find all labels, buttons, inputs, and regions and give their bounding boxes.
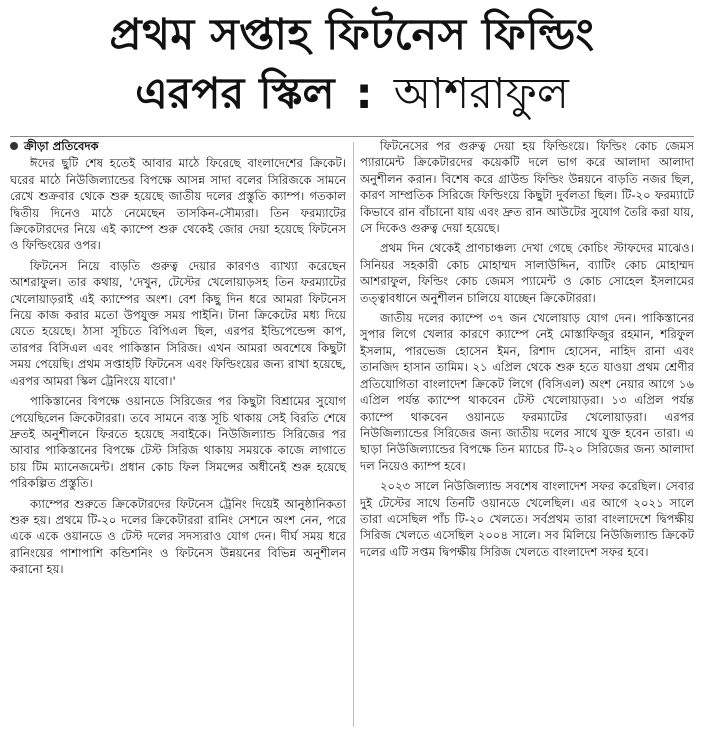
- left-paragraph-4: ক্যাম্পের শুরুতে ক্রিকেটারদের ফিটনেস ট্রেনিং দিয়েই আনুষ্ঠানিকতা শুরু হয়। প্রথমে টি-২০ দলের ক্রিকেটাররা রানিং সেশনে অংশ নেন, পরে একে একে ওয়ানডে ও টেস্ট দলের সদস্যরাও যোগ দেন। দীর্ঘ সময় ধরে রানিংয়ের পাশাপাশি কন্ডিশনিং ও ফিটনেস উন্নয়নের বিভিন্ন অনুশীলন করানো হয়।: [10, 496, 346, 577]
- right-paragraph-3: জাতীয় দলের ক্যাম্পে ৩৭ জন খেলোয়াড় যোগ দেন। পাকিস্তানের সুপার লিগে খেলার কারণে ক্যাম্পে নেই মোস্তাফিজুর রহমান, শরিফুল ইসলাম, পারভেজ হোসেন ইমন, রিশাদ হোসেন, নাহিদ রানা এবং তানজিদ হাসান তামিম। ২১ এপ্রিল থেকে শুরু হতে যাওয়া প্রথম শ্রেণীর প্রতিযোগিতা বাংলাদেশ ক্রিকেট লিগে (বিসিএল) অংশ নেয়ার আগে ১৬ এপ্রিল পর্যন্ত ক্যাম্পে থাকবেন টেস্ট খেলোয়াড়রা। ১৩ এপ্রিল পর্যন্ত ক্যাম্পে থাকবেন ওয়ানডে ফরম্যাটের খেলোয়াড়রা। এরপর নিউজিল্যান্ডের সিরিজের জন্য জাতীয় দলের সাথে যুক্ত হবেন তারা। এ ছাড়া নিউজিল্যান্ডের বিপক্ষে তিন ম্যাচের টি-২০ সিরিজের জন্য আলাদা দল নিয়েও ক্যাম্প হবে।: [360, 311, 694, 473]
- right-paragraph-4: ২০২৩ সালে নিউজিল্যান্ড সবশেষ বাংলাদেশ সফর করেছিল। সেবার দুই টেস্টের সাথে তিনটি ওয়ানডে খেলেছিল। এর আগে ২০২১ সালে তারা এসেছিল পাঁচ টি-২০ খেলতে। সর্বপ্রথম তারা বাংলাদেশে দ্বিপক্ষীয় সিরিজ খেলতে এসেছিল ২০০৪ সালে। সব মিলিয়ে নিউজিল্যান্ড ক্রিকেট দলের এটি সপ্তম দ্বিপক্ষীয় সিরিজ খেলতে বাংলাদেশ সফর হবে।: [360, 479, 694, 559]
- column-divider: [353, 142, 354, 727]
- headline-colon: :: [355, 69, 373, 119]
- byline-text: ক্রীড়া প্রতিবেদক: [24, 139, 99, 153]
- headline-rule: [10, 136, 694, 137]
- right-paragraph-2: প্রথম দিন থেকেই প্রাণচাঞ্চল্য দেখা গেছে কোচিং স্টাফদের মাঝেও। সিনিয়র সহকারী কোচ মোহাম্মদ সালাউদ্দিন, ব্যাটিং কোচ মোহাম্মদ আশরাফুল, ফিল্ডিং কোচ জেমস প্যামেন্ট ও কোচ সোহেল ইসলামের তত্ত্বাবধানে অনুশীলন চালিয়ে যাচ্ছেন ক্রিকেটাররা।: [360, 241, 694, 305]
- bullet-icon: [10, 142, 18, 150]
- byline: [10, 138, 346, 154]
- right-column: [360, 138, 694, 564]
- left-paragraph-2: ফিটনেস নিয়ে বাড়তি গুরুত্ব দেয়ার কারণও ব্যাখ্যা করেছেন আশরাফুল। তার কথায়, 'দেখুন, টেস্টের খেলোয়াড়সহ তিন ফরম্যাটের খেলোয়াড়রাই এই ক্যাম্পের অংশ। বেশ কিছু দিন ধরে আমরা ফিটনেস নিয়ে কাজ করার মতো উপযুক্ত সময় পাইনি। টানা ক্রিকেটের মধ্য দিয়ে যেতে হয়েছে। ঠাসা সূচিতে বিপিএল ছিল, এরপর ইন্ডিপেন্ডেন্স কাপ, তারপর বিসিএল এবং পাকিস্তান সিরিজ। এখন আমরা অবশেষে কিছুটা সময় পেয়েছি। প্রথম সপ্তাহটি ফিটনেস এবং ফিল্ডিংয়ের জন্য রাখা হয়েছে, এরপর আমরা স্কিল ট্রেনিংয়ে যাবো।': [10, 258, 346, 388]
- headline-line-2-right: আশরাফুল: [393, 69, 569, 119]
- headline-line-2-left: এরপর স্কিল: [135, 69, 335, 119]
- left-column: [10, 138, 346, 582]
- left-paragraph-3: পাকিস্তানের বিপক্ষে ওয়ানডে সিরিজের পর কিছুটা বিশ্রামের সুযোগ পেয়েছিলেন ক্রিকেটাররা। তবে সামনে ব্যস্ত সূচি থাকায় সেই বিরতি শেষে দ্রুতই অনুশীলনে ফিরতে হয়েছে সবাইকে। নিউজিল্যান্ড সিরিজের পর আবার পাকিস্তানের বিপক্ষে টেস্ট সিরিজ থাকায় সময়কে কাজে লাগাতে চায় টিম ম্যানেজমেন্ট। প্রধান কোচ ফিল সিমন্সের অধীনেই শুরু হয়েছে পরিকল্পিত প্রস্তুতি।: [10, 394, 346, 491]
- right-paragraph-1: ফিটনেসের পর গুরুত্ব দেয়া হয় ফিল্ডিংয়ে। ফিল্ডিং কোচ জেমস প্যারামেন্ট ক্রিকেটারদের কয়েকটি দলে ভাগ করে আলাদা আলাদা অনুশীলন করান। বিশেষ করে গ্রাউন্ড ফিল্ডিং উন্নয়নে বাড়তি নজর ছিল, কারণ সাম্প্রতিক সিরিজে ফিল্ডিংয়ে কিছুটা দুর্বলতা ছিল। টি-২০ ফরম্যাটে কিভাবে রান বাঁচানো যায় এবং দ্রুত রান আউটের সুযোগ তৈরি করা যায়, সে দিকেও গুরুত্ব দেয়া হয়েছে।: [360, 139, 694, 236]
- headline-line-1: প্রথম সপ্তাহ ফিটনেস ফিল্ডিং: [109, 10, 595, 60]
- headline-line-2: [0, 64, 704, 124]
- headline: [0, 6, 704, 124]
- left-paragraph-1: ঈদের ছুটি শেষ হতেই আবার মাঠে ফিরেছে বাংলাদেশের ক্রিকেট। ঘরের মাঠে নিউজিল্যান্ডের বিপক্ষে আসন্ন সাদা বলের সিরিজকে সামনে রেখে শুক্রবার থেকে শুরু হয়েছে জাতীয় দলের প্রস্তুতি ক্যাম্প। গতকাল দ্বিতীয় দিনেও মাঠে নেমেছেন তাসকিন-সৌম্যরা। তিন ফরম্যাটের ক্রিকেটারদের নিয়ে এই ক্যাম্পে শুরু থেকেই জোর দেয়া হয়েছে ফিটনেস ও ফিল্ডিংয়ের ওপর।: [10, 156, 346, 253]
